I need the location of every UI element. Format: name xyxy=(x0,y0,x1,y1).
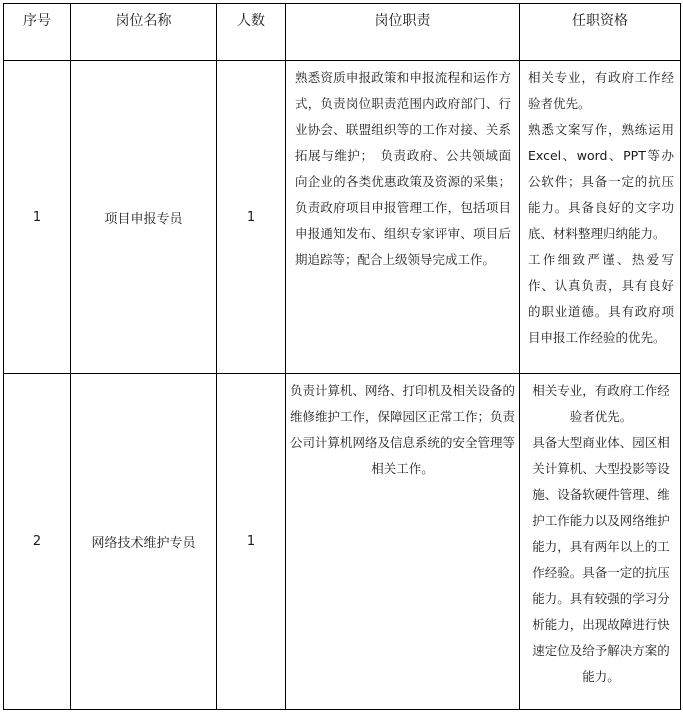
cell-title: 项目申报专员 xyxy=(71,61,217,374)
job-table xyxy=(3,3,681,710)
cell-duty xyxy=(286,374,520,710)
table-row xyxy=(4,61,681,374)
cell-duty xyxy=(286,61,520,374)
duty-text: 负责计算机、网络、打印机及相关设备的维修维护工作，保障园区正常工作；负责公司计算机网络及信息系统的安全管理等相关工作。 xyxy=(290,383,516,476)
duty-text: 熟悉资质申报政策和申报流程和运作方式，负责岗位职责范围内政府部门、行业协会、联盟组织等的工作对接、关系拓展与维护； 负责政府、公共领域面向企业的各类优惠政策及资源的采集；负责政府项目申报管理工作，包括项目申报通知发布、组织专家评审、项目后期追踪等；配合上级领导完成工作。 xyxy=(295,70,511,267)
table-row xyxy=(4,374,681,710)
header-row xyxy=(4,4,681,61)
cell-qual xyxy=(520,61,681,374)
qual-paragraph: 工作细致严谨、热爱写作、认真负责，具有良好的职业道德。具有政府项目申报工作经验的优先。 xyxy=(528,252,674,345)
qual-paragraph: 相关专业，有政府工作经验者优先。 xyxy=(532,383,670,424)
header-qual: 任职资格 xyxy=(520,4,681,61)
header-count: 人数 xyxy=(217,4,286,61)
cell-seq: 2 xyxy=(4,374,71,710)
cell-seq: 1 xyxy=(4,61,71,374)
cell-count: 1 xyxy=(217,61,286,374)
cell-title: 网络技术维护专员 xyxy=(71,374,217,710)
qual-paragraph: 熟悉文案写作，熟练运用Excel、word、PPT等办公软件；具备一定的抗压能力。具备良好的文字功底、材料整理归纳能力。 xyxy=(528,122,674,241)
header-seq: 序号 xyxy=(4,4,71,61)
cell-qual xyxy=(520,374,681,710)
qual-paragraph: 相关专业，有政府工作经验者优先。 xyxy=(528,70,674,111)
header-duty: 岗位职责 xyxy=(286,4,520,61)
qual-paragraph: 具备大型商业体、园区相关计算机、大型投影等设施、设备软硬件管理、维护工作能力以及网络维护能力，具有两年以上的工作经验。具备一定的抗压能力。具有较强的学习分析能力，出现故障进行快速定位及给予解决方案的能力。 xyxy=(532,435,670,684)
header-title: 岗位名称 xyxy=(71,4,217,61)
cell-count: 1 xyxy=(217,374,286,710)
